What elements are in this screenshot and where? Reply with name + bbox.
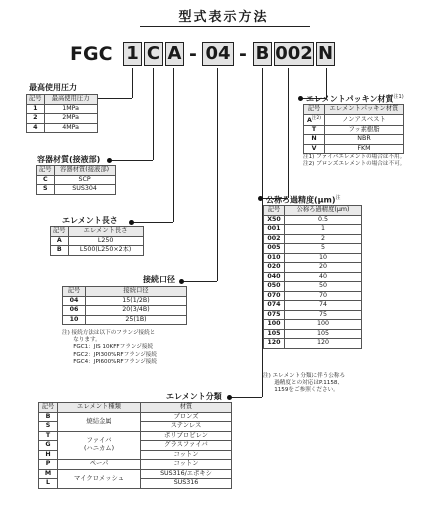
table-row xyxy=(39,460,232,470)
table-header-cell: 材質 xyxy=(141,403,232,413)
table-header-cell: 記号 xyxy=(51,227,69,237)
code-pressure-box: 1 xyxy=(123,42,142,66)
title-underline xyxy=(140,26,310,27)
table-cell: 40 xyxy=(285,272,362,282)
table-cell: 10 xyxy=(285,253,362,263)
table-cell: ブロンズ xyxy=(141,412,232,422)
connector-line xyxy=(110,160,153,161)
table-cell: 100 xyxy=(285,320,362,330)
table-cell: グラスファイバ xyxy=(141,441,232,451)
table-cell: 25(1B) xyxy=(86,315,187,325)
table-cell: 020 xyxy=(264,263,285,273)
table-row xyxy=(304,114,404,125)
element-table xyxy=(38,402,232,489)
filtration-note: 注) エレメント分類に伴う公称ろ 過精度との対応はP.1158、 1159をご参照ください。 xyxy=(263,373,346,394)
table-cell: M xyxy=(39,469,58,479)
table-cell: ファイバ (ハニカム) xyxy=(58,431,141,460)
table-header-cell: 記号 xyxy=(264,206,285,216)
table-row xyxy=(37,175,116,185)
table-cell: SUS316 xyxy=(141,479,232,489)
connector-line xyxy=(132,222,173,223)
table-header-cell: 容器材質(接液部) xyxy=(54,166,115,176)
table-cell: S xyxy=(37,185,55,195)
table-cell: B xyxy=(39,412,58,422)
table-cell: 10 xyxy=(63,315,86,325)
table-cell: 100 xyxy=(264,320,285,330)
table-cell: NBR xyxy=(325,135,404,145)
table-cell: コットン xyxy=(141,460,232,470)
model-code-prefix: FGC xyxy=(70,43,113,65)
table-header-cell: 記号 xyxy=(37,166,55,176)
table-cell: S xyxy=(39,422,58,432)
table-cell: 75 xyxy=(285,310,362,320)
table-cell: 70 xyxy=(285,291,362,301)
table-cell: P xyxy=(39,460,58,470)
table-cell: 010 xyxy=(264,253,285,263)
table-row xyxy=(39,431,232,441)
port-note: 注) 接続方法は以下のフランジ接続と なります。 FGC1：JIS 10KFFフランジ接続 FGC2：JPI300%RFフランジ接続 FGC4：JPI600%RFフランジ接続 xyxy=(62,330,157,365)
table-row xyxy=(264,329,362,339)
table-cell: 074 xyxy=(264,301,285,311)
table-cell: 050 xyxy=(264,282,285,292)
length-pointer-dot xyxy=(129,220,134,225)
table-cell: FKM xyxy=(325,144,404,154)
table-row xyxy=(264,244,362,254)
port-section-title: 接続口径 xyxy=(143,275,175,284)
table-cell: N xyxy=(304,135,325,145)
table-cell: フッ素樹脂 xyxy=(325,125,404,135)
table-row xyxy=(264,253,362,263)
table-header-cell: エレメント長さ xyxy=(68,227,143,237)
connector-line xyxy=(217,68,218,281)
table-cell: SCP xyxy=(54,175,115,185)
table-row xyxy=(264,339,362,349)
table-row xyxy=(304,125,404,135)
table-header-cell: 記号 xyxy=(63,287,86,297)
filtration-section-title: 公称ろ過精度$(\mu m)^注$ xyxy=(266,195,341,205)
table-header-cell: 公称ろ過精度(μm) xyxy=(285,206,362,216)
code-element-box: B xyxy=(253,42,272,66)
table-cell: 0.5 xyxy=(285,215,362,225)
port-pointer-dot xyxy=(179,279,184,284)
length-table xyxy=(50,226,144,256)
table-row xyxy=(63,306,187,316)
table-row xyxy=(63,296,187,306)
table-row xyxy=(27,104,98,114)
packing-table xyxy=(303,104,404,154)
material-pointer-dot xyxy=(107,158,112,163)
table-cell: 1 xyxy=(285,225,362,235)
table-cell: $A^{注2)}$ xyxy=(304,114,325,125)
table-row xyxy=(264,234,362,244)
table-cell: 075 xyxy=(264,310,285,320)
table-row xyxy=(264,282,362,292)
table-cell: 4 xyxy=(27,123,45,133)
table-cell: 001 xyxy=(264,225,285,235)
filtration-table xyxy=(263,205,362,349)
code-length-box: A xyxy=(165,42,184,66)
table-cell: SUS304 xyxy=(54,185,115,195)
table-row xyxy=(39,469,232,479)
table-cell: 20(3/4B) xyxy=(86,306,187,316)
table-cell: 005 xyxy=(264,244,285,254)
table-cell: 040 xyxy=(264,272,285,282)
connector-line xyxy=(288,68,289,198)
table-cell: ポリプロピレン xyxy=(141,431,232,441)
table-cell: SUS316/エポキシ xyxy=(141,469,232,479)
connector-line xyxy=(153,68,154,160)
table-row xyxy=(264,225,362,235)
table-cell: T xyxy=(304,125,325,135)
table-cell: H xyxy=(39,450,58,460)
table-header-cell: 記号 xyxy=(39,403,58,413)
code-filtration-box: 002 xyxy=(275,43,313,64)
table-cell: T xyxy=(39,431,58,441)
connector-line xyxy=(182,281,217,282)
table-cell: 20 xyxy=(285,263,362,273)
code-packing-box: N xyxy=(317,43,334,64)
table-cell: 1MPa xyxy=(44,104,97,114)
page-title: 型式表示方法 xyxy=(178,10,269,25)
table-cell: L250 xyxy=(68,236,143,246)
table-row xyxy=(264,263,362,273)
material-section-title: 容器材質(接液部) xyxy=(37,155,101,164)
table-cell: L xyxy=(39,479,58,489)
table-header-cell: 最高使用圧力 xyxy=(44,95,97,105)
table-row xyxy=(304,135,404,145)
table-cell: 105 xyxy=(285,329,362,339)
table-cell: X50 xyxy=(264,215,285,225)
port-table xyxy=(62,286,187,325)
table-header-cell: 記号 xyxy=(27,95,45,105)
table-cell: 74 xyxy=(285,301,362,311)
table-row xyxy=(27,123,98,133)
table-row xyxy=(39,412,232,422)
length-section-title: エレメント長さ xyxy=(62,216,118,225)
table-row xyxy=(304,144,404,154)
table-cell: 1 xyxy=(27,104,45,114)
table-row xyxy=(51,246,144,256)
pressure-section-title: 最高使用圧力 xyxy=(29,83,77,92)
table-cell: A xyxy=(51,236,69,246)
packing-pointer-dot xyxy=(298,96,303,101)
table-cell: ノンアスベスト xyxy=(325,114,404,125)
table-cell: コットン xyxy=(141,450,232,460)
element-pointer-dot xyxy=(227,395,232,400)
table-cell: 105 xyxy=(264,329,285,339)
table-cell: マイクロメッシュ xyxy=(58,469,141,488)
filtration-pointer-dot xyxy=(258,196,263,201)
code-separator: - xyxy=(239,43,247,65)
table-cell: 120 xyxy=(264,339,285,349)
table-cell: ステンレス xyxy=(141,422,232,432)
table-cell: 002 xyxy=(264,234,285,244)
table-cell: V xyxy=(304,144,325,154)
table-cell: 04 xyxy=(63,296,86,306)
table-row xyxy=(264,320,362,330)
table-cell: 15(1/2B) xyxy=(86,296,187,306)
table-header-cell: 記号 xyxy=(304,105,325,115)
packing-note: 注1) ファイバエレメントの場合は不用。 注2) ブロンズエレメントの場合は不可。 xyxy=(303,154,406,168)
table-cell: 4MPa xyxy=(44,123,97,133)
table-cell: 5 xyxy=(285,244,362,254)
table-row xyxy=(264,215,362,225)
table-row xyxy=(51,236,144,246)
table-cell: 焼結金属 xyxy=(58,412,141,431)
table-cell: B xyxy=(51,246,69,256)
connector-line xyxy=(132,68,133,98)
table-cell: 2 xyxy=(285,234,362,244)
table-cell: 120 xyxy=(285,339,362,349)
material-table xyxy=(36,165,116,195)
table-row xyxy=(264,272,362,282)
table-row xyxy=(27,114,98,124)
table-header-cell: エレメント種類 xyxy=(58,403,141,413)
table-header-cell: エレメントパッキン材質 xyxy=(325,105,404,115)
table-cell: 50 xyxy=(285,282,362,292)
table-cell: 070 xyxy=(264,291,285,301)
connector-line xyxy=(230,397,262,398)
table-header-cell: 接続口径 xyxy=(86,287,187,297)
connector-line xyxy=(96,98,132,99)
table-cell: ペーパ xyxy=(58,460,141,470)
table-cell: G xyxy=(39,441,58,451)
table-row xyxy=(264,291,362,301)
table-cell: C xyxy=(37,175,55,185)
table-row xyxy=(264,301,362,311)
table-row xyxy=(63,315,187,325)
table-cell: 2MPa xyxy=(44,114,97,124)
code-material-box: C xyxy=(144,42,163,66)
code-separator: - xyxy=(189,43,197,65)
element-section-title: エレメント分類 xyxy=(166,392,222,401)
connector-line xyxy=(173,68,174,222)
table-cell: 2 xyxy=(27,114,45,124)
table-row xyxy=(264,310,362,320)
packing-section-title: エレメントパッキン材質$^{注1)}$ xyxy=(306,94,404,104)
pressure-table xyxy=(26,94,98,133)
table-cell: 06 xyxy=(63,306,86,316)
code-port-box: 04 xyxy=(202,42,234,66)
table-cell: L500(L250×2本) xyxy=(68,246,143,256)
table-row xyxy=(37,185,116,195)
